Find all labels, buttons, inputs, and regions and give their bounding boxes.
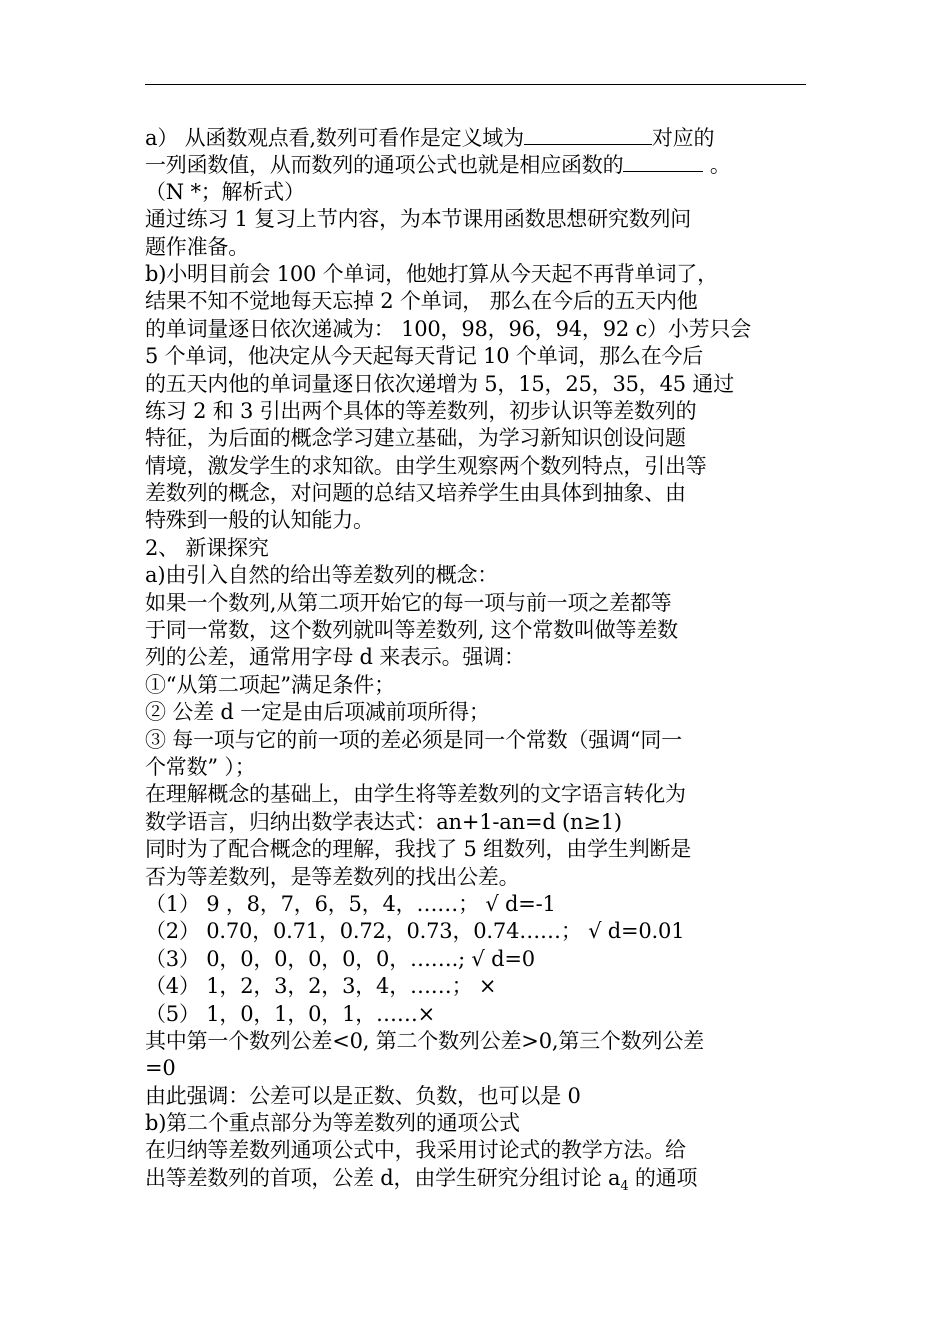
- subscript: 4: [620, 1179, 629, 1195]
- paragraph-line-39: [145, 1165, 806, 1195]
- paragraph-line-9: 5 个单词，他决定从今天起每天背记 10 个单词，那么在今后: [145, 344, 704, 369]
- formula-line: 数学语言，归纳出数学表达式：an+1-an=d (n≥1): [145, 809, 622, 834]
- paragraph-line-7: 结果不知不觉地每天忘掉 2 个单词， 那么在今后的五天内他: [145, 289, 698, 314]
- emphasis-item-1: ①“从第二项起”满足条件；: [145, 672, 395, 697]
- paragraph-line-4: 通过练习 1 复习上节内容，为本节课用函数思想研究数列问: [145, 207, 692, 232]
- paragraph-line-12: 特征，为后面的概念学习建立基础，为学习新知识创设问题: [145, 426, 686, 451]
- sequence-example-3: （3） 0，0，0，0，0，0，…….; √ d=0: [145, 946, 535, 971]
- fill-blank-1: [524, 124, 652, 145]
- paragraph-line-28: 否为等差数列，是等差数列的找出公差。: [145, 864, 520, 889]
- sequence-example-4: （4） 1，2，3，2，3，4，……； ×: [145, 974, 497, 999]
- emphasis-item-3: ③ 每一项与它的前一项的差必须是同一个常数（强调“同一: [145, 727, 683, 752]
- answer-line: （N *；解析式）: [145, 179, 305, 204]
- sequence-example-1: （1） 9 ，8，7，6，5，4，……； √ d=-1: [145, 891, 556, 916]
- paragraph-line-6: b)小明目前会 100 个单词，他她打算从今天起不再背单词了，: [145, 261, 718, 286]
- paragraph-line-2: [145, 151, 806, 178]
- text-fragment: 的通项: [628, 1165, 698, 1190]
- text-fragment: a） 从函数观点看,数列可看作是定义域为: [145, 126, 524, 150]
- paragraph-line-13: 情境，激发学生的求知欲。由学生观察两个数列特点，引出等: [145, 453, 707, 478]
- paragraph-line-11: 练习 2 和 3 引出两个具体的等差数列，初步认识等差数列的: [145, 398, 697, 423]
- paragraph-line-14: 差数列的概念，对问题的总结又培养学生由具体到抽象、由: [145, 481, 686, 506]
- paragraph-line-27: 同时为了配合概念的理解，我找了 5 组数列，由学生判断是: [145, 837, 692, 862]
- text-fragment: 出等差数列的首项，公差 d，由学生研究分组讨论 a: [145, 1165, 621, 1190]
- paragraph-line-20: 列的公差，通常用字母 d 来表示。强调：: [145, 645, 525, 670]
- fill-blank-2: [623, 151, 703, 172]
- text-fragment: 一列函数值，从而数列的通项公式也就是相应函数的: [145, 153, 624, 178]
- paragraph-line-35: =0: [145, 1056, 176, 1081]
- paragraph-line-8: 的单词量逐日依次递减为： 100，98，96，94，92 c）小芳只会: [145, 316, 752, 341]
- paragraph-line-1: [145, 124, 806, 151]
- paragraph-line-38: 在归纳等差数列通项公式中，我采用讨论式的教学方法。给: [145, 1138, 686, 1163]
- paragraph-line-15: 特殊到一般的认知能力。: [145, 508, 374, 533]
- paragraph-line-19: 于同一常数，这个数列就叫等差数列, 这个常数叫做等差数: [145, 618, 678, 643]
- document-body: [145, 124, 806, 1195]
- paragraph-line-18: 如果一个数列,从第二项开始它的每一项与前一项之差都等: [145, 590, 672, 615]
- paragraph-line-17: a)由引入自然的给出等差数列的概念：: [145, 563, 499, 588]
- paragraph-line-10: 的五天内他的单词量逐日依次递增为 5，15，25，35，45 通过: [145, 371, 734, 396]
- text-fragment: 。: [703, 153, 731, 178]
- emphasis-item-2: ② 公差 d 一定是由后项减前项所得；: [145, 700, 490, 725]
- sequence-example-5: （5） 1，0，1，0，1，……×: [145, 1001, 436, 1026]
- paragraph-line-36: 由此强调：公差可以是正数、负数，也可以是 0: [145, 1083, 581, 1108]
- paragraph-line-5: 题作准备。: [145, 234, 249, 259]
- emphasis-item-3-cont: 个常数” ）；: [145, 754, 256, 779]
- text-fragment: 对应的: [651, 126, 715, 150]
- paragraph-line-25: 在理解概念的基础上，由学生将等差数列的文字语言转化为: [145, 782, 686, 807]
- sequence-example-2: （2） 0.70，0.71，0.72，0.73，0.74……； √ d=0.01: [145, 919, 685, 944]
- paragraph-line-34: 其中第一个数列公差<0, 第二个数列公差>0,第三个数列公差: [145, 1028, 704, 1053]
- subsection-heading: b)第二个重点部分为等差数列的通项公式: [145, 1111, 520, 1136]
- header-rule: [145, 84, 806, 85]
- section-heading: 2、 新课探究: [145, 535, 269, 560]
